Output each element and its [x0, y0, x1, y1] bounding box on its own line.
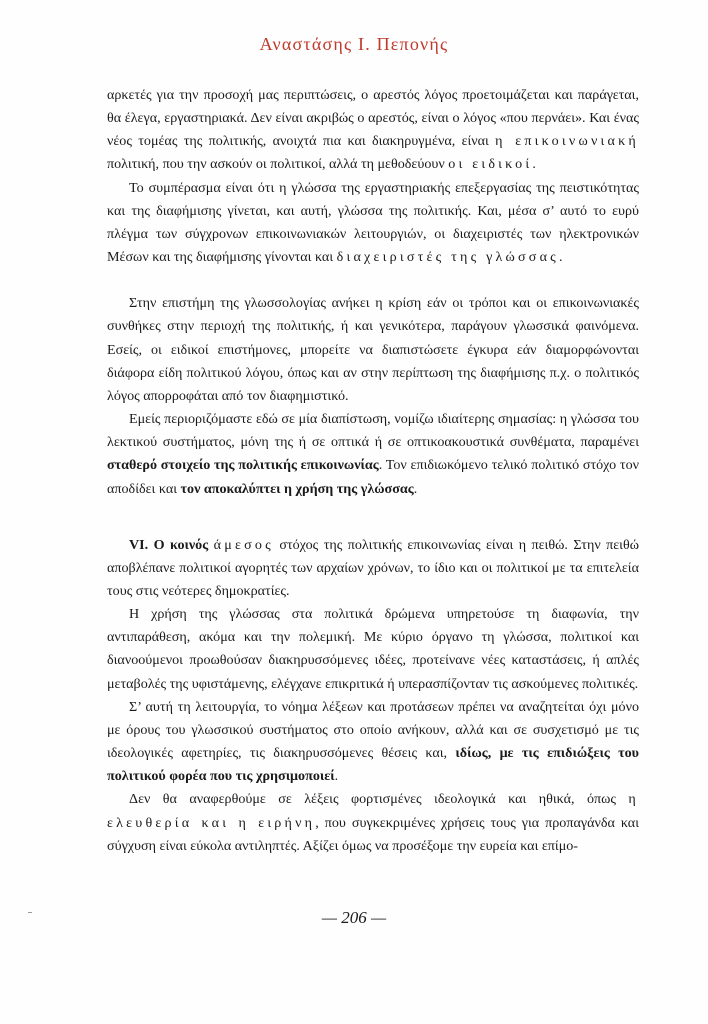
- text-run: Το συμπέρασμα είναι ότι η γλώσσα της εργαστηριακής επεξεργασίας της πειστικότητας και της διαφήμισης γίνεται, και αυτή, γλώσσα της πολιτικής. Και, μέσα σ’ αυτό το ευρύ πλέγμα των σύγχρονων επικοινωνιακών λειτουργιών, οι διαχειριστές των ηλεκτρονικών Μέσων και της διαφήμισης γίνονται και: [107, 179, 639, 266]
- bold-emphasis: σταθερό στοιχείο της πολιτικής επικοινωνίας: [107, 457, 379, 474]
- scan-edge-mark: [28, 912, 32, 913]
- spaced-emphasis: άμεσος: [213, 536, 274, 553]
- text-run: πολιτική, που την ασκούν οι πολιτικοί, αλλά τη μεθοδεύουν: [107, 156, 449, 173]
- text-run: Στην επιστήμη της γλωσσολογίας ανήκει η κρίση εάν οι τρόποι και οι επικοινωνιακές συνθήκες στην περιοχή της πολιτικής, ή και γενικότερα, παράγουν γλωσσικά φαινόμενα. Εσείς, οι ειδικοί επιστήμονες, μπορείτε να διαπιστώσετε έγκυρα εάν διαμορφώνονται διάφορα είδη πολιτικού λόγου, όπως και αν στην περίπτωση της διαφήμισης π.χ. ο πολιτικός λόγος απορροφάται από τον διαφημιστικό.: [107, 295, 639, 404]
- running-header: Αναστάσης Ι. Πεπονής: [259, 34, 449, 54]
- text-run: Σ’ αυτή τη λειτουργία, το νόημα λέξεων και προτάσεων πρέπει να αναζητείται όχι μόνο με όρους του γλωσσικού συστήματος στο οποίο ανήκουν, αλλά και σε συσχετισμό με τις ιδεολογικές αφετηρίες, τις διακηρυσσόμενες θέσεις και,: [107, 698, 639, 762]
- bold-emphasis: ιδίως, με τις επιδιώξεις του πολιτικού φορέα που τις χρησιμοποιεί: [107, 745, 639, 785]
- paragraph-8: [107, 788, 639, 857]
- bold-emphasis: κοινός: [170, 536, 209, 553]
- text-run: .: [334, 768, 339, 785]
- text-run: Εμείς περιοριζόμαστε εδώ σε μία διαπίστωση, νομίζω ιδιαίτερης σημασίας: η γλώσσα του λεκτικού συστήματος, μόνη της ή σε οπτικά ή σε οπτικοακουστικά συνθέματα, παραμένει: [107, 411, 639, 451]
- text-run: .: [558, 249, 563, 266]
- text-run: στόχος της πολιτικής επικοινωνίας είναι η πειθώ. Στην πειθώ αποβλέπανε πολιτικοί αγορητές των αρχαίων χρόνων, το ίδιο και οι πολιτικοί με τα επιτελεία τους στις νεότερες δημοκρατίες.: [107, 536, 639, 599]
- spaced-emphasis: οι ειδικοί: [448, 156, 533, 173]
- text-run: αρκετές για την προσοχή μας περιπτώσεις, ο αρεστός λόγος προετοιμάζεται και παράγεται, θα έλεγα, εργαστηριακά. Δεν είναι ακριβώς ο αρεστός, είναι ο λόγος «που περνάει». Και ένας νέος τομέας της πολιτικής, ανοιχτά πια και διακηρυγμένα, είναι: [107, 87, 639, 150]
- text-run: .: [532, 156, 536, 173]
- page-number: — 206 —: [321, 908, 387, 927]
- paragraph-7: [107, 696, 639, 789]
- spaced-emphasis: η επικοινωνιακή: [495, 133, 639, 150]
- body-text: [107, 84, 639, 858]
- text-run: , που συγκεκριμένες χρήσεις τους για προπαγάνδα και σύγχυση είναι εύκολα αντιληπτές. Αξίζει όμως να προσέξομε την ευρεία και επίμο-: [107, 814, 639, 854]
- paragraph-4: [107, 408, 639, 501]
- text-run: .: [413, 480, 418, 497]
- text-run: . Τον επιδιωκόμενο τελικό πολιτικό στόχο τον αποδίδει και: [107, 457, 639, 497]
- paragraph-1: [107, 84, 639, 177]
- text-run: Η χρήση της γλώσσας στα πολιτικά δρώμενα υπηρετούσε τη διαφωνία, την αντιπαράθεση, ακόμα και την πολεμική. Με κύριο όργανο τη γλώσσα, πολιτικοί και διανοούμενοι προωθούσαν διακηρυσσόμενες ιδέες, προτείνανε νέες καταστάσεις, ή απλές μεταβολές της υφιστάμενης, ελέγχανε επικριτικά ή υπερασπίζονταν τις ασκούμενες πολιτικές.: [107, 606, 639, 692]
- text-run: Δεν θα αναφερθούμε σε λέξεις φορτισμένες ιδεολογικά και ηθικά, όπως: [129, 791, 629, 808]
- bold-emphasis: τον αποκαλύπτει η χρήση της γλώσσας: [180, 480, 414, 497]
- paragraph-2: [107, 177, 639, 270]
- paragraph-6: [107, 603, 639, 696]
- spaced-emphasis: διαχειριστές της γλώσσας: [336, 249, 559, 266]
- spaced-emphasis: η ελευθερία και η ειρήνη: [107, 791, 639, 831]
- section-number: VI. Ο: [129, 536, 171, 553]
- paragraph-5: [107, 534, 639, 603]
- paragraph-3: [107, 292, 639, 408]
